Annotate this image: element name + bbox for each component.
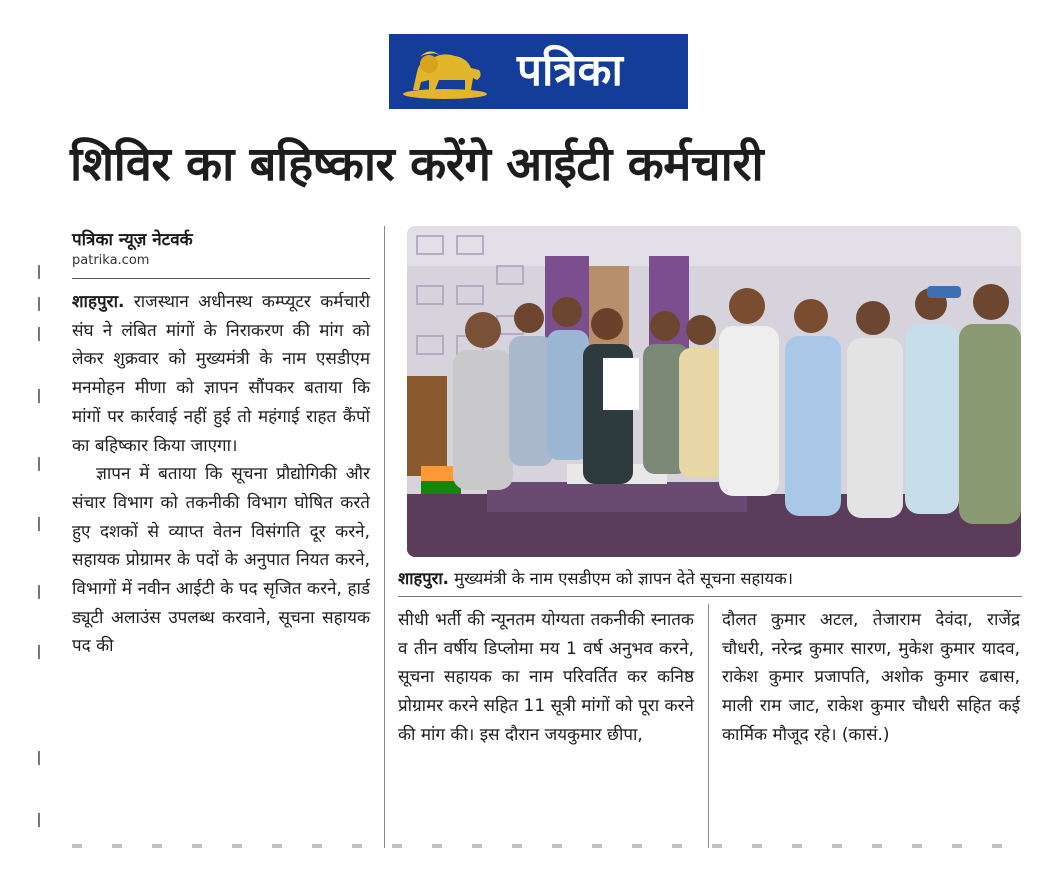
caption-divider bbox=[398, 596, 1022, 597]
photo-illustration bbox=[407, 226, 1021, 557]
caption-text: मुख्यमंत्री के नाम एसडीएम को ज्ञापन देते सूचना सहायक। bbox=[454, 569, 794, 588]
dateline: शाहपुरा. bbox=[72, 292, 125, 312]
photo-caption bbox=[398, 566, 1022, 592]
article-paragraph-2: ज्ञापन में बताया कि सूचना प्रौद्योगिकी और संचार विभाग को तकनीकी विभाग घोषित करते हुए दशकों से व्याप्त वेतन विसंगति दूर करने, सहायक प्रोग्रामर के पदों के अनुपात नियत करने, विभागों में नवीन आईटी के पद सृजित करने, हार्ड ड्यूटी अलाउंस उपलब्ध करवाने, सूचना सहायक पद की bbox=[72, 464, 370, 657]
news-photo bbox=[407, 226, 1021, 557]
lion-emblem-icon bbox=[399, 42, 491, 102]
article-paragraph-1 bbox=[72, 288, 370, 460]
article-column-1 bbox=[72, 288, 370, 661]
byline-site: patrika.com bbox=[72, 253, 150, 268]
newspaper-masthead bbox=[389, 34, 688, 109]
article-column-3: दौलत कुमार अटल, तेजाराम देवंदा, राजेंद्र चौधरी, नरेन्द्र कुमार सारण, मुकेश कुमार यादव, राकेश कुमार प्रजापति, अशोक कुमार ढबास, माली राम जाट, राकेश कुमार चौधरी सहित कई कार्मिक मौजूद रहे। (कासं.) bbox=[722, 610, 1020, 745]
column-divider bbox=[708, 604, 709, 848]
column-divider bbox=[384, 226, 385, 848]
byline-divider bbox=[72, 278, 370, 279]
caption-place: शाहपुरा. bbox=[398, 569, 449, 588]
cropped-next-line bbox=[72, 844, 1022, 848]
brand-name: पत्रिका bbox=[517, 45, 623, 96]
paragraph-1-text: राजस्थान अधीनस्थ कम्प्यूटर कर्मचारी संघ ने लंबित मांगों के निराकरण की मांग को लेकर शुक्रवार को मुख्यमंत्री के नाम एसडीएम मनमोहन मीणा को ज्ञापन सौंपकर बताया कि मांगों पर कार्रवाई नहीं हुई तो महंगाई राहत कैंपों का बहिष्कार किया जाएगा। bbox=[72, 292, 371, 456]
byline-network: पत्रिका न्यूज़ नेटवर्क bbox=[72, 230, 193, 250]
byline bbox=[72, 228, 372, 270]
headline: शिविर का बहिष्कार करेंगे आईटी कर्मचारी bbox=[70, 137, 764, 192]
adjacent-column-edge bbox=[38, 265, 44, 835]
article-column-2: सीधी भर्ती की न्यूनतम योग्यता तकनीकी स्नातक व तीन वर्षीय डिप्लोमा मय 1 वर्ष अनुभव करने, सूचना सहायक का नाम परिवर्तित कर कनिष्ठ प्रोग्रामर करने सहित 11 सूत्री मांगों को पूरा करने की मांग की। इस दौरान जयकुमार छीपा, bbox=[398, 610, 694, 745]
